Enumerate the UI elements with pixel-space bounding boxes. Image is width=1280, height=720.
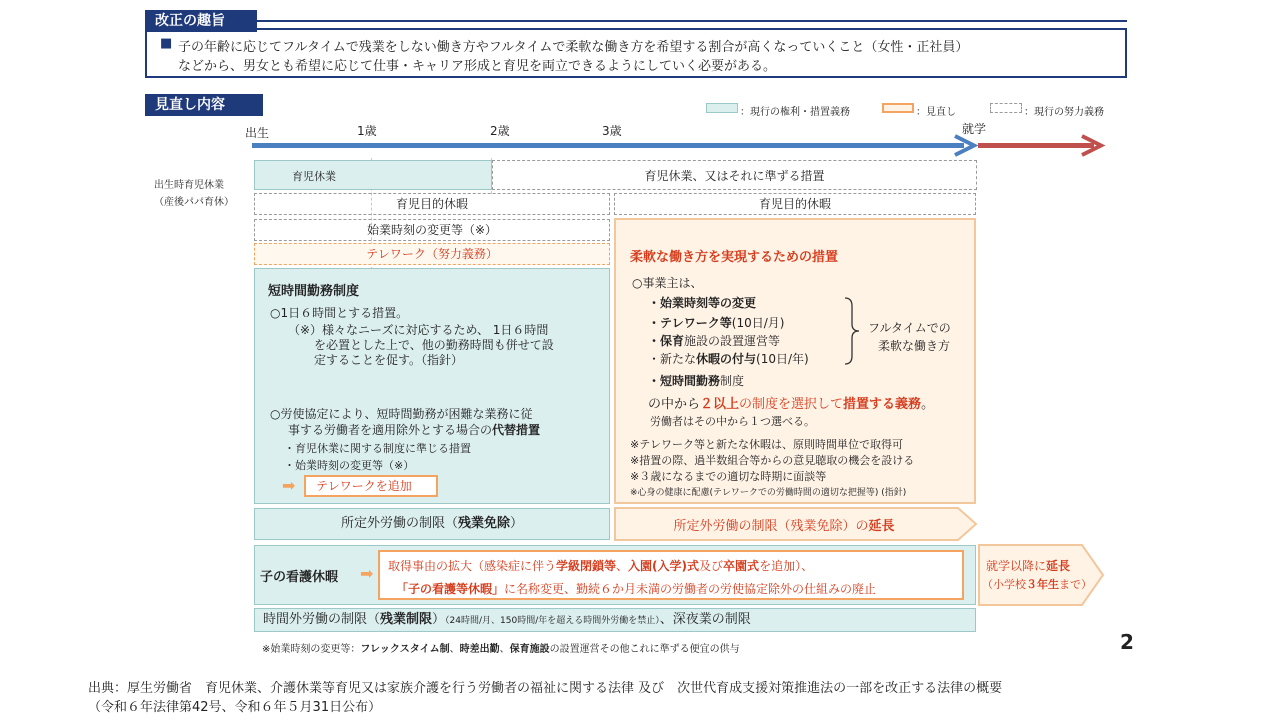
- footnote-s1: 、: [449, 644, 460, 655]
- purpose-text-line1: 子の年齢に応じてフルタイムで残業をしない働き方やフルタイムで柔軟な働き方を希望する割合が高くなっていくこと（女性・正社員）: [178, 40, 969, 55]
- flexible-m4-rest: (10日/年): [756, 352, 809, 366]
- sick-leave-label: 子の看護休暇: [260, 570, 339, 585]
- paternity-label-line1: 出生時育児休業: [154, 180, 224, 191]
- sick-extend-pre: 就学以降に: [986, 559, 1047, 573]
- paternity-label-line2: （産後パパ育休）: [154, 197, 234, 208]
- short-hours-item1: ・育児休業に関する制度に準じる措置: [284, 442, 471, 455]
- telework-effort: テレワーク（努力義務）: [254, 243, 610, 265]
- flexible-m5-rest: 制度: [720, 374, 745, 388]
- footnote-rest: の設置運営その他これに準ずる便宜の供与: [549, 644, 740, 655]
- sick-leave-line2: [396, 580, 876, 597]
- flexible-m2-rest: (10日/月): [731, 316, 785, 330]
- overtime-left-bold: 残業免除: [457, 516, 510, 531]
- sick-extend-sub-pre: （小学校: [982, 578, 1026, 591]
- overtime-limit-post: 、深夜業の制限: [659, 612, 751, 627]
- add-telework-arrow-icon: ➡: [282, 476, 296, 495]
- sick-l2-rest: に名称変更、勤続６か月未満の労働者の労使協定除外の仕組みの廃止: [504, 582, 877, 596]
- overtime-exemption-left: [254, 508, 610, 540]
- legend-current-swatch: [706, 103, 738, 113]
- purpose-text-line2: などから、男女とも希望に応じて仕事・キャリア形成と育児を両立できるようにしていく必要がある。: [178, 59, 777, 74]
- footnote-b2: 時差出勤: [459, 644, 500, 655]
- legend-revision-swatch: [882, 103, 914, 113]
- sick-leave-extend-shape: [979, 545, 1103, 605]
- flexible-m4-pre: ・新たな: [648, 352, 697, 366]
- flexible-m4-bold: 休暇の付与: [696, 352, 757, 366]
- timeline-age3: 3歳: [602, 124, 622, 138]
- short-hours-p1a: （※）様々なニーズに対応するため、 1日６時間: [288, 323, 549, 337]
- short-hours-p2b-bold: 代替措置: [492, 423, 541, 437]
- footnote-b1: フレックスタイム制: [360, 644, 450, 655]
- flexible-brace-path: [845, 298, 859, 364]
- sick-l1-b3: 卒園式: [723, 559, 760, 573]
- source-line1: 出典：厚生労働省 育児休業、介護休業等育児又は家族介護を行う労働者の福祉に関する法律 及び 次世代育成支援対策推進法の一部を改正する法律の概要: [88, 681, 1003, 696]
- sick-l1-mid2: 及び: [699, 559, 724, 573]
- timeline-birth: 出生: [245, 126, 270, 140]
- sick-l1-b2: 入園(入学)式: [628, 559, 700, 573]
- flexible-m5-bold: ・短時間勤務: [648, 374, 721, 388]
- purpose-tag: 改正の趣旨: [145, 10, 257, 32]
- childcare-leave-bar: [254, 160, 492, 190]
- sick-l1-end: を追加）、: [759, 559, 814, 573]
- short-hours-p2a: ○労使協定により、短時間勤務が困難な業務に従: [270, 407, 533, 421]
- flexible-m2: [648, 314, 784, 331]
- flexible-m3-rest: 施設の設置運営等: [684, 334, 781, 348]
- sick-l1-mid: 、: [616, 559, 629, 573]
- flexible-choose: [648, 393, 934, 412]
- flexible-brace: [842, 296, 862, 366]
- legend-effort-label: ：現行の努力義務: [1024, 107, 1104, 118]
- flexible-work-title: 柔軟な働き方を実現するための措置: [630, 250, 839, 265]
- sick-extend-red: 延長: [1046, 559, 1071, 573]
- add-telework-badge: テレワークを追加: [304, 475, 438, 497]
- short-hours-p1c: 定することを促す。（指針）: [314, 353, 464, 367]
- legend-current-label: ：現行の権利・措置義務: [740, 107, 850, 118]
- page-number: 2: [1120, 630, 1134, 654]
- flexible-brace-label2: 柔軟な働き方: [878, 339, 951, 353]
- timeline-age2: 2歳: [490, 124, 510, 138]
- flexible-note4: ※心身の健康に配慮(テレワークでの労働時間の適切な把握等) (指針): [630, 488, 907, 498]
- purpose-bullet: ■: [160, 36, 173, 51]
- flexible-choose-mid: の制度を選択して: [739, 397, 844, 412]
- short-hours-p1b: を必置とした上で、他の勤務時間も併せて設: [314, 338, 554, 352]
- flexible-employer: ○事業主は、: [632, 276, 703, 290]
- sick-leave-arrow-icon: ➡: [360, 564, 374, 583]
- overtime-limit-row: [254, 608, 976, 632]
- purpose-tag-line: [257, 20, 1127, 22]
- flexible-m4: [648, 350, 809, 367]
- short-hours-p2b-text: 事する労働者を適用除外とする場合の: [288, 423, 493, 437]
- sick-l1-b1: 学級閉鎖等: [556, 559, 617, 573]
- flexible-choose-red2: 措置する義務: [843, 397, 922, 412]
- footnote: [262, 640, 740, 655]
- overtime-right-red: 延長: [868, 519, 895, 534]
- timeline-arrow-red-shaft: [978, 143, 1094, 148]
- timeline-age1: 1歳: [357, 124, 377, 138]
- overtime-exemption-right-label: [614, 515, 954, 534]
- flexible-worker-choose: 労働者はその中から１つ選べる。: [650, 415, 815, 428]
- short-hours-p1: ○1日６時間とする措置。: [270, 306, 409, 320]
- overtime-left-pre: 所定外労働の制限（: [340, 516, 458, 531]
- overtime-limit-bold: 残業制限: [380, 612, 433, 627]
- overtime-limit-mid: ）: [432, 612, 446, 627]
- flexible-note2: ※措置の際、過半数組合等からの意見聴取の機会を設ける: [630, 454, 915, 467]
- flexible-choose-end: 。: [921, 397, 935, 412]
- purpose-leave-left: 育児目的休暇: [254, 193, 610, 215]
- short-hours-item2: ・始業時刻の変更等（※）: [284, 459, 415, 472]
- purpose-leave-right: 育児目的休暇: [614, 193, 976, 215]
- short-hours-title: 短時間勤務制度: [268, 284, 360, 299]
- flexible-choose-red: ２以上: [700, 397, 740, 412]
- overtime-left-post: ）: [510, 516, 524, 531]
- sick-leave-extend-label: [986, 557, 1070, 574]
- sick-extend-sub-post: まで）: [1059, 578, 1092, 591]
- flexible-m1: ・始業時刻等の変更: [648, 296, 757, 310]
- overtime-limit-pre: 時間外労働の制限（: [263, 612, 381, 627]
- footnote-b3: 保育施設: [509, 644, 550, 655]
- sick-leave-line1: [388, 557, 813, 574]
- legend-revision-label: ：見直し: [916, 107, 956, 118]
- sick-leave-extend-sub: [982, 576, 1092, 592]
- short-hours-p2b: [288, 421, 540, 438]
- start-time-change: 始業時刻の変更等（※）: [254, 219, 610, 241]
- footnote-pre: ※始業時刻の変更等：: [262, 644, 361, 655]
- timeline-arrow: [250, 134, 1110, 158]
- flexible-m3-bold: ・保育: [648, 334, 685, 348]
- sick-l1-pre: 取得事由の拡大（感染症に伴う: [388, 559, 557, 573]
- flexible-m2-bold: ・テレワーク等: [648, 316, 732, 330]
- overtime-limit-small: （24時間/月、150時間/年を超える時間外労働を禁止）: [445, 616, 660, 626]
- flexible-note1: ※テレワーク等と新たな休暇は、原則時間単位で取得可: [630, 438, 903, 451]
- sick-extend-sub-bold: ３年生: [1026, 578, 1059, 591]
- flexible-choose-pre: の中から: [648, 397, 701, 412]
- legend-effort-swatch: [990, 103, 1022, 113]
- timeline-arrow-blue-shaft: [252, 143, 964, 148]
- flexible-note3: ※３歳になるまでの適切な時期に面談等: [630, 470, 827, 483]
- flexible-brace-label1: フルタイムでの: [868, 321, 951, 335]
- review-tag: 見直し内容: [145, 94, 263, 116]
- childcare-leave-label: 育児休業: [292, 170, 336, 183]
- sick-leave-extend-arrow: [978, 544, 1106, 606]
- childcare-or-equiv-label: 育児休業、又はそれに準ずる措置: [644, 169, 825, 183]
- sick-l2-bold: 「子の看護等休暇」: [396, 582, 505, 596]
- source-line2: （令和６年法律第42号、令和６年５月31日公布）: [88, 700, 382, 715]
- overtime-right-pre: 所定外労働の制限（残業免除）の: [673, 519, 869, 534]
- flexible-m3: [648, 332, 780, 349]
- footnote-s2: 、: [499, 644, 510, 655]
- timeline-school: 就学: [962, 122, 987, 136]
- flexible-m5: [648, 372, 744, 389]
